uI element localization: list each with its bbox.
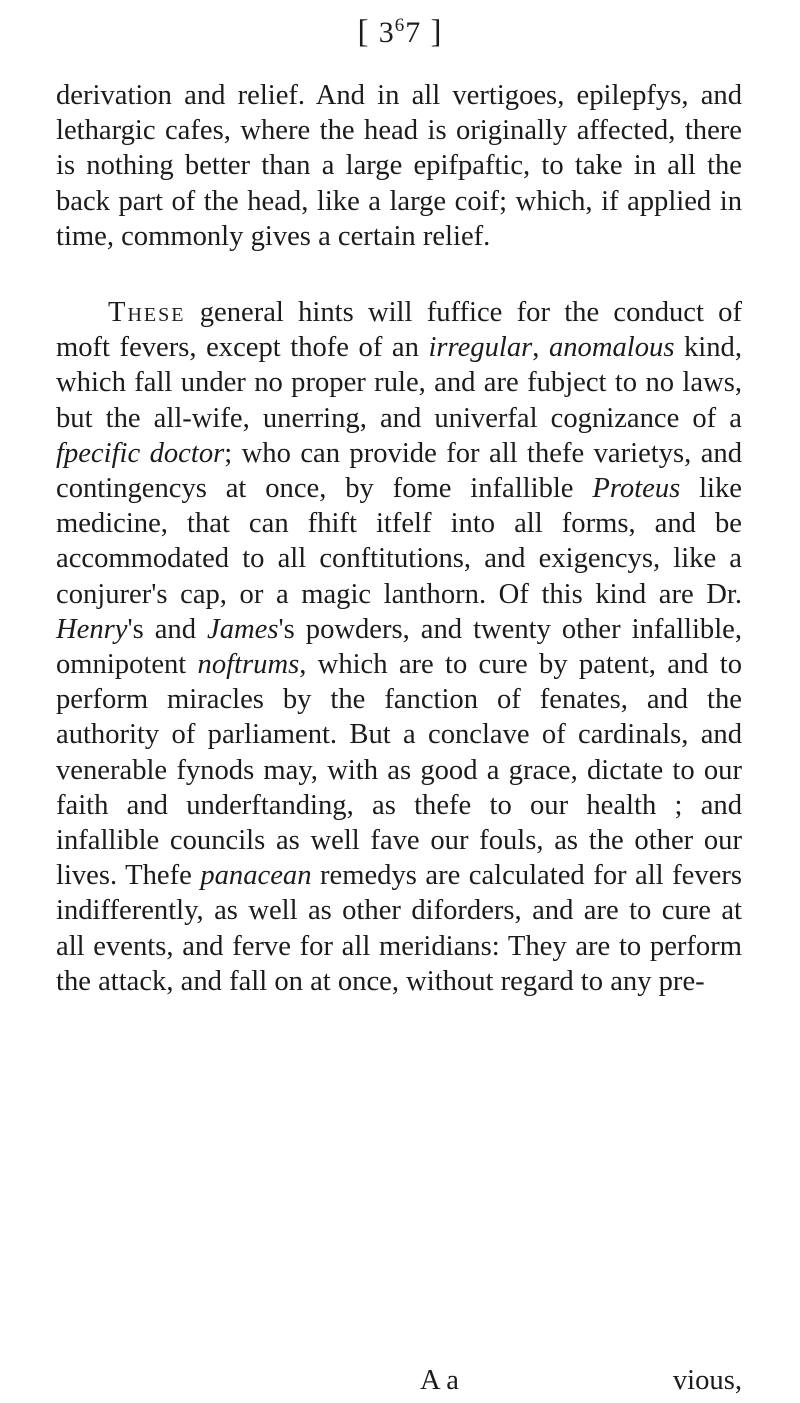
signature-mark: A a	[420, 1365, 459, 1396]
italic-term: James	[207, 613, 279, 645]
lead-word: These	[108, 297, 186, 329]
italic-term: fpecific doctor	[56, 437, 225, 469]
italic-term: Henry	[56, 613, 128, 645]
page-number: $3^67$	[378, 15, 422, 49]
italic-term: Proteus	[592, 473, 681, 505]
italic-term: anomalous	[548, 332, 675, 364]
paragraph-1: derivation and relief. And in all vertigoes, epilepfys, and lethargic cafes, where the head is originally affected, there is nothing better than a large epifpaftic, to take in all the back part of the head, like a large coif; which, if applied in time, commonly gives a certain relief.	[56, 80, 742, 252]
italic-term: noftrums	[197, 649, 300, 681]
page-number-header	[0, 14, 800, 51]
catchword: vious,	[672, 1365, 742, 1396]
bracket-open: [	[357, 14, 370, 50]
paragraph-2: These general hints will fuffice for the conduct of moft fevers, except thofe of an irregular, anomalous kind, which fall under no proper rule, and are fubject to no laws, but the all-wife, unerring, and univerfal cognizance of a fpecific doctor; who can provide for all thefe varietys, and contingencys at once, by fome infallible Proteus like medicine, that can fhift itfelf into all forms, and be accommodated to all conftitutions, and exigencys, like a conjurer's cap, or a magic lanthorn. Of this kind are Dr. Henry's and James's powders, and twenty other infallible, omnipotent noftrums, which are to cure by patent, and to perform miracles by the fanction of fenates, and the authority of parliament. But a conclave of cardinals, and venerable fynods may, with as good a grace, dictate to our faith and underftanding, as thefe to our health ; and infallible councils as well fave our fouls, as the other our lives. Thefe panacean remedys are calculated for all fevers indifferently, as well as other diforders, and are to cure at all events, and ferve for all meridians: They are to perform the attack, and fall on at once, without regard to any pre-	[56, 297, 742, 997]
italic-term: irregular	[428, 332, 533, 364]
body-text	[56, 78, 742, 999]
bracket-close: ]	[430, 14, 443, 50]
italic-term: panacean	[200, 860, 312, 892]
